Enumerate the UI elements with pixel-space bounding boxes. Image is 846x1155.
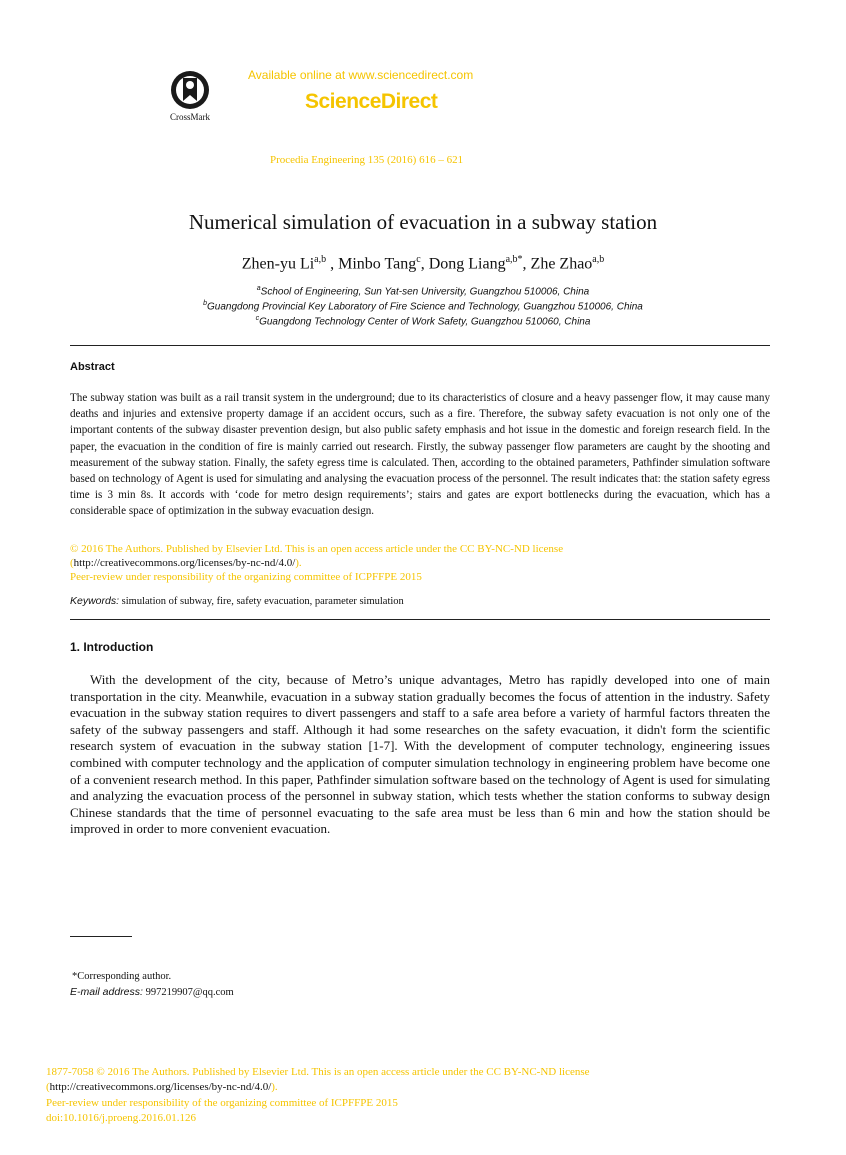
footer-copyright: 1877-7058 © 2016 The Authors. Published by Elsevier Ltd. This is an open access article under the CC BY-NC-ND license	[46, 1066, 590, 1078]
affiliation-sup: c	[255, 315, 260, 322]
author-affiliation-sup: c	[416, 254, 421, 265]
available-online-link[interactable]: Available online at www.sciencedirect.com	[248, 68, 474, 82]
crossmark-label: CrossMark	[170, 112, 210, 122]
crossmark-icon	[170, 70, 210, 110]
corresponding-author-note: *Corresponding author.	[72, 971, 172, 982]
affiliation-text: School of Engineering, Sun Yat-sen University, Guangzhou 510006, China	[260, 286, 590, 298]
affiliation-b	[0, 300, 846, 312]
abstract-peer-review: Peer-review under responsibility of the organizing committee of ICPFFPE 2015	[70, 571, 422, 583]
author-list	[0, 254, 846, 273]
introduction-heading: 1. Introduction	[70, 640, 154, 654]
article-title: Numerical simulation of evacuation in a subway station	[188, 210, 658, 234]
author-name: Zhen-yu Li	[241, 255, 315, 273]
affiliation-a	[0, 285, 846, 297]
keywords-line	[70, 595, 404, 607]
divider-top	[70, 345, 770, 346]
affiliation-c	[0, 315, 846, 327]
paren-close: ).	[295, 557, 302, 569]
author-separator: ,	[420, 255, 429, 273]
footer-license-url-line	[46, 1080, 278, 1094]
affiliation-sup: b	[203, 300, 208, 307]
affiliation-sup: a	[256, 285, 261, 292]
email-label: E-mail address:	[70, 986, 143, 998]
author-name: Zhe Zhao	[530, 255, 593, 273]
crossmark-badge[interactable]	[163, 70, 217, 122]
footnote-divider	[70, 936, 132, 937]
affiliation-text: Guangdong Technology Center of Work Safety, Guangzhou 510060, China	[259, 316, 591, 328]
license-link[interactable]: http://creativecommons.org/licenses/by-nc-nd/4.0/	[73, 557, 296, 569]
author-name: Minbo Tang	[338, 255, 417, 273]
footer-license-link[interactable]: http://creativecommons.org/licenses/by-nc-nd/4.0/	[49, 1081, 272, 1093]
paren-close: ).	[271, 1081, 278, 1093]
abstract-license-line: © 2016 The Authors. Published by Elsevier Ltd. This is an open access article under the CC BY-NC-ND license	[70, 543, 564, 555]
sciencedirect-logo: ScienceDirect	[305, 90, 438, 113]
abstract-license-url-line	[70, 556, 302, 570]
footer-doi[interactable]: doi:10.1016/j.proeng.2016.01.126	[46, 1112, 197, 1124]
author-affiliation-sup: a,b*	[505, 254, 523, 265]
author-separator: ,	[522, 255, 531, 273]
journal-reference: Procedia Engineering 135 (2016) 616 – 621	[270, 154, 464, 166]
author-affiliation-sup: a,b	[592, 254, 605, 265]
paren-open: (	[46, 1081, 50, 1093]
divider-middle	[70, 619, 770, 620]
keywords-label: Keywords:	[70, 595, 120, 607]
email-line	[70, 986, 234, 998]
author-name: Dong Liang	[428, 255, 506, 273]
email-address[interactable]: 997219907@qq.com	[142, 987, 234, 998]
footer-peer-review: Peer-review under responsibility of the organizing committee of ICPFFPE 2015	[46, 1097, 398, 1109]
abstract-text: The subway station was built as a rail transit system in the underground; due to its characteristics of closure and a heavy passenger flow, it may cause many deaths and injuries and extensive property damage if an accident occurs, such as a fire. Therefore, the subway safety evacuation is not only one of the important contents of the subway disaster prevention design, but also public safety emphasis and hot issue in the domestic and foreign research field. In the paper, the evacuation in the condition of fire is mainly carried out research. Firstly, the subway passenger flow parameters are caught by the shooting and measurement of the subway station. Finally, the safety egress time is calculated. Then, according to the obtained parameters, Pathfinder simulation software based on technology of Agent is used for simulating and analysing the evacuation process of the personnel. The result indicates that: the station safety egress time is 3 min 8s. It accords with ‘code for metro design requirements’; stairs and gates are export bottlenecks during the evacuation, which has a considerable space of optimization in the subway evacuation design.	[70, 392, 770, 518]
affiliation-text: Guangdong Provincial Key Laboratory of Fire Science and Technology, Guangzhou 510006, China	[207, 301, 643, 313]
keywords-text: simulation of subway, fire, safety evacuation, parameter simulation	[119, 596, 404, 607]
introduction-text: With the development of the city, because of Metro’s unique advantages, Metro has rapidly developed into one of main transportation in the city. Meanwhile, evacuation in a subway station gradually becomes the focus of attention in the industry. Safety evacuation in the subway station requires to divert passengers and staff to a safe area before a variety of harmful factors threaten the safety of the subway passengers and staff. Although it had some researches on the safety evacuation, it didn't form the scientific research system of evacuation in the subway station [1-7]. With the development of computer technology, engineering issues combined with computer technology and the application of computer simulation technology in engineering problem have become one of a convenient research method. In this paper, Pathfinder simulation software based on the technology of Agent is used for simulating and analyzing the evacuation process of the personnel in subway station, which tests whether the station conforms to subway design Chinese standards that the time of personnel evacuating to the safe area must be less than 6 min and how the station should be improved in order to more convenient evacuation.	[70, 672, 770, 837]
author-affiliation-sup: a,b	[314, 254, 327, 265]
paren-open: (	[70, 557, 74, 569]
author-separator: ,	[326, 255, 339, 273]
abstract-heading: Abstract	[70, 361, 115, 373]
